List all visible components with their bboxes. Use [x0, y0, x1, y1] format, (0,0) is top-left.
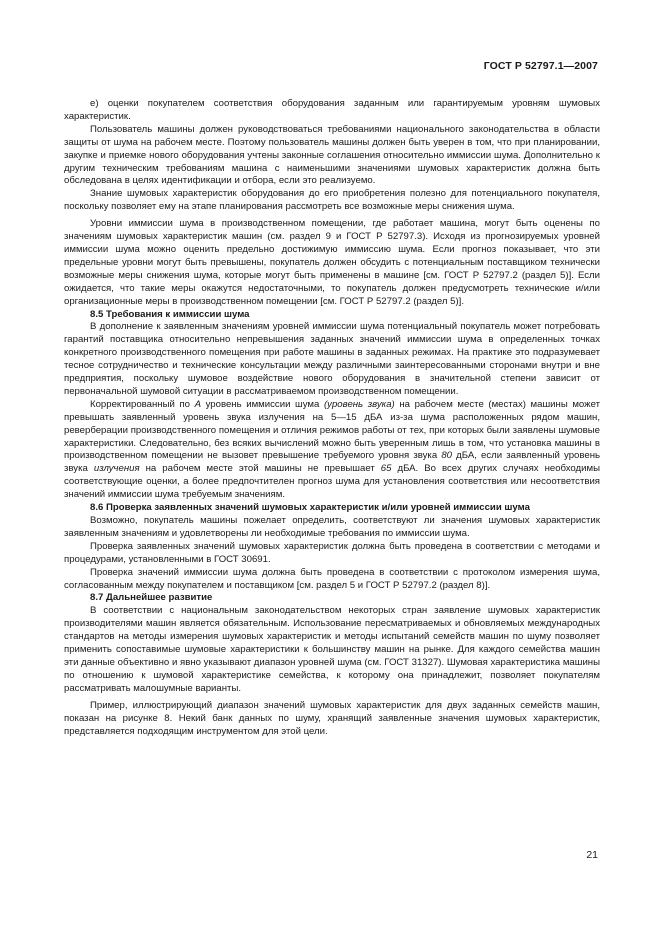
- section-heading-8-6: 8.6 Проверка заявленных значений шумовых характеристик и/или уровней иммиссии шума: [90, 502, 530, 514]
- standard-code: ГОСТ Р 52797.1—2007: [483, 60, 598, 72]
- paragraph: Знание шумовых характеристик оборудования до его приобретения полезно для потенциального покупателя, поскольку позволяет ему на этапе планирования рассмотреть все возможные меры снижения шума.: [64, 188, 600, 213]
- paragraph: Проверка значений иммиссии шума должна быть проведена в соответствии с протоколом измерения шума, согласованным между покупателем и поставщиком [см. раздел 5 и ГОСТ Р 52797.2 (раздел 8)].: [64, 566, 600, 591]
- section-heading-8-5: 8.5 Требования к иммиссии шума: [90, 308, 250, 320]
- paragraph: Пользователь машины должен руководствоваться требованиями национального законодательства в области защиты от шума на рабочем месте. Поэтому пользователь машины должен быть уверен в том, что при планировании, закупке и приемке нового оборудования учтены законные соглашения относительно иммиссии шума. Дополнительно к другим техническим требованиям машина с наименьшими значениями шумовых характеристик должна быть обследована в целях идентификации и отбора, если это реализуемо.: [64, 123, 600, 187]
- page-number: 21: [586, 849, 598, 861]
- paragraph: Уровни иммиссии шума в производственном помещении, где работает машина, могут быть оценены по значениям шумовых характеристик машин (см. раздел 9 и ГОСТ Р 52797.3). Исходя из прогнозируемых уровней иммиссии шума можно оценить предельно достижимую иммиссию шума. Если прогноз показывает, что эти предельные уровни могут быть превышены, покупатель должен обсудить с потенциальным поставщиком технически возможные меры снижения шума, которые могут быть применены в машине [см. ГОСТ Р 52797.2 (раздел 5)]. Если ожидается, что такие меры окажутся недостаточными, то покупатель должен предусмотреть технические и/или организационные меры в производственном помещении [см. ГОСТ Р 52797.2 (раздел 5)].: [64, 218, 600, 307]
- paragraph: Проверка заявленных значений шумовых характеристик должна быть проведена в соответствии с методами и процедурами, установленными в ГОСТ 30691.: [64, 540, 600, 565]
- paragraph-e: е) оценки покупателем соответствия оборудования заданным или гарантируемым уровням шумовых характеристик.: [64, 98, 600, 122]
- paragraph: Корректированный по A уровень иммиссии шума (уровень звука) на рабочем месте (местах) машины может превышать заявленный уровень звука излучения на 5—15 дБА из-за шума расположенных рядом машин, реверберации производственного помещения и отличия режимов работы от тех, при которых были заявлены шумовые характеристики. Следовательно, без всяких вычислений можно быть уверенным лишь в том, что установка машины в производственном помещении не вызовет превышение требуемого уровня звука 80 дБА, если заявленный уровень звука излучения на рабочем месте этой машины не превышает 65 дБА. Во всех других случаях необходимы соответствующие оценки, а более предпочтителен прогноз шума для установления соответствия или несоответствия значений иммиссии шума требуемым значениям.: [64, 398, 600, 501]
- paragraph: В дополнение к заявленным значениям уровней иммиссии шума потенциальный покупатель может потребовать гарантий поставщика относительно непревышения заданных значений иммиссии шума в определенных точках конкретного производственного помещения при работе машины в заданных режимах. На практике это подразумевает тесное сотрудничество и технические консультации между различными заинтересованными сторонами внутри и вне предприятия, поскольку шумовое воздействие нового оборудования в значительной степени зависит от первоначальной шумовой ситуации в рассматриваемом производственном помещении.: [64, 321, 600, 397]
- paragraph: Возможно, покупатель машины пожелает определить, соответствуют ли значения шумовых характеристик заявленным значениям и удовлетворены ли необходимые требования по иммиссии шума.: [64, 515, 600, 539]
- paragraph: В соответствии с национальным законодательством некоторых стран заявление шумовых характеристик производителями машин является обязательным. Использование пересматриваемых и обновляемых международных стандартов на методы измерения шумовых характеристик и методы испытаний семейств машин по шуму позволяет применить сопоставимые шумовые характеристики к большинству машин на рынке. Для каждого семейства машин эти данные объективно и явно указывают диапазон уровней шума (см. ГОСТ 31327). Шумовая характеристика машины по отношению к шумовой характеристике семейства, к которому она принадлежит, позволяет покупателям рассматривать малошумные варианты.: [64, 605, 600, 694]
- document-body: [64, 98, 600, 738]
- paragraph: Пример, иллюстрирующий диапазон значений шумовых характеристик для двух заданных семейств машин, показан на рисунке 8. Некий банк данных по шуму, хранящий заявленные значения шумовых характеристик, представляется подходящим инструментом для этой цели.: [64, 699, 600, 737]
- section-heading-8-7: 8.7 Дальнейшее развитие: [90, 592, 213, 604]
